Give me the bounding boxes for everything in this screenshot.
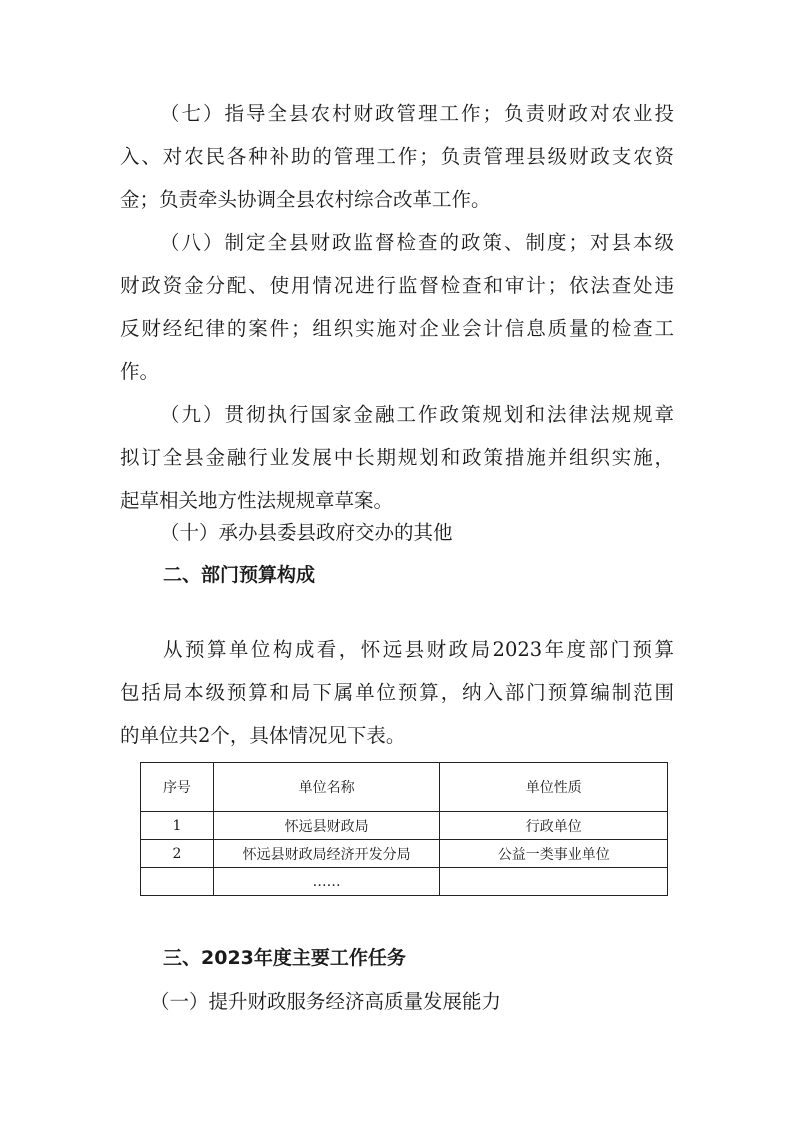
paragraph-8-line-4: 作。	[120, 360, 160, 383]
paragraph-9-line-1: （九）贯彻执行国家金融工作政策规划和法律法规规章	[160, 403, 674, 426]
cell-unit-type: 公益一类事业单位	[440, 840, 668, 868]
section-3-heading: 三、2023年度主要工作任务	[163, 947, 406, 969]
section-2-body-line-3: 的单位共2个，具体情况见下表。	[120, 724, 406, 747]
paragraph-7-line-1: （七）指导全县农村财政管理工作；负责财政对农业投	[160, 102, 674, 125]
cell-index: 2	[141, 840, 214, 868]
paragraph-7-line-3: 金；负责牵头协调全县农村综合改革工作。	[120, 188, 491, 211]
section-2-body-line-2: 包括局本级预算和局下属单位预算，纳入部门预算编制范围	[120, 681, 674, 704]
cell-unit-type	[440, 868, 668, 896]
section-2-heading: 二、部门预算构成	[163, 564, 316, 586]
table-header-row	[141, 763, 668, 812]
cell-index	[141, 868, 214, 896]
header-unit-name: 单位名称	[213, 763, 440, 812]
table-row	[141, 868, 668, 896]
paragraph-8-line-3: 反财经纪律的案件；组织实施对企业会计信息质量的检查工	[120, 317, 674, 340]
paragraph-7-line-2: 入、对农民各种补助的管理工作；负责管理县级财政支农资	[120, 145, 674, 168]
section-3-subheading-1: （一）提升财政服务经济高质量发展能力	[150, 990, 502, 1013]
units-table	[140, 762, 668, 896]
table-row	[141, 812, 668, 840]
paragraph-9-line-3: 起草相关地方性法规规章草案。	[120, 489, 394, 512]
cell-index: 1	[141, 812, 214, 840]
cell-unit-type: 行政单位	[440, 812, 668, 840]
section-2-body-line-1: 从预算单位构成看，怀远县财政局2023年度部门预算	[163, 638, 674, 661]
paragraph-8-line-1: （八）制定全县财政监督检查的政策、制度；对县本级	[160, 231, 674, 254]
header-unit-type: 单位性质	[440, 763, 668, 812]
cell-unit-name: ……	[213, 868, 440, 896]
table-row	[141, 840, 668, 868]
header-index: 序号	[141, 763, 214, 812]
cell-unit-name: 怀远县财政局经济开发分局	[213, 840, 440, 868]
paragraph-9-line-2: 拟订全县金融行业发展中长期规划和政策措施并组织实施，	[120, 446, 674, 469]
paragraph-8-line-2: 财政资金分配、使用情况进行监督检查和审计；依法查处违	[120, 274, 674, 297]
cell-unit-name: 怀远县财政局	[213, 812, 440, 840]
paragraph-10-line-1: （十）承办县委县政府交办的其他	[160, 521, 453, 544]
